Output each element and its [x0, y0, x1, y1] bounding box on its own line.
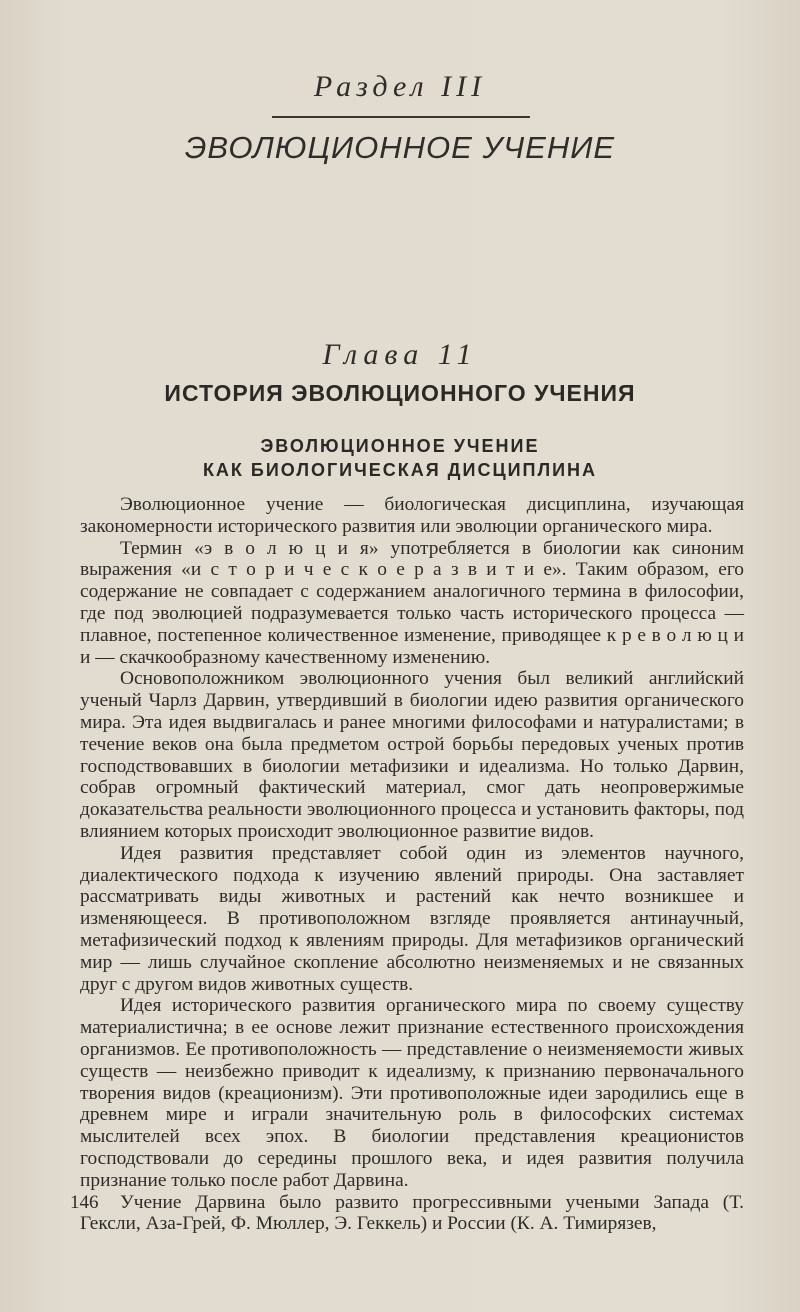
chapter-label: Глава 11 — [322, 338, 478, 371]
subsection-heading-line-1: ЭВОЛЮЦИОННОЕ УЧЕНИЕ — [260, 436, 540, 456]
page-number: 146 — [70, 1192, 99, 1213]
paragraph: Учение Дарвина было развито прогрессивными учеными Запада (Т. Гексли, Аза-Грей, Ф. Мюллер, Э. Геккель) и России (К. А. Тимирязев, — [80, 1191, 744, 1235]
subsection-heading-line-2: КАК БИОЛОГИЧЕСКАЯ ДИСЦИПЛИНА — [202, 460, 598, 480]
section-subtitle: ЭВОЛЮЦИОННОЕ УЧЕНИЕ — [184, 130, 616, 165]
body-text — [80, 494, 744, 1235]
paragraph: Эволюционное учение — биологическая дисциплина, изучающая закономерности исторического развития или эволюции органического мира. — [80, 494, 744, 537]
paragraph: Основоположником эволюционного учения был великий английский ученый Чарлз Дарвин, утвердивший в биологии идею развития органического мира. Эта идея выдвигалась и ранее многими философами и натуралистами; в течение веков она была предметом острой борьбы передовых ученых против господствовавших в биологии метафизики и идеализма. Но только Дарвин, собрав огромный фактический материал, смог дать неопровержимые доказательства реальности эволюционного процесса и установить факторы, под влиянием которых происходит эволюционное развитие видов. — [80, 668, 744, 842]
section-title: Раздел III — [313, 70, 487, 103]
section-divider-rule — [272, 116, 530, 118]
paragraph: Термин «э в о л ю ц и я» употребляется в биологии как синоним выражения «и с т о р и ч е с к о е р а з в и т и е». Таким образом, его содержание не совпадает с содержанием аналогичного термина в философии, где под эволюцией подразумевается только часть исторического процесса — плавное, постепенное количественное изменение, приводящее к р е в о л ю ц и и — скачкообразному качественному изменению. — [80, 537, 744, 668]
paragraph: Идея развития представляет собой один из элементов научного, диалектического подхода к изучению явлений природы. Она заставляет рассматривать виды животных и растений как нечто возникшее и изменяющееся. В противоположном взгляде проявляется антинаучный, метафизический подход к явлениям природы. Для метафизиков органический мир — лишь случайное скопление абсолютно неизменяемых и не связанных друг с другом видов животных существ. — [80, 842, 744, 995]
paragraph: Идея исторического развития органического мира по своему существу материалистична; в ее основе лежит признание естественного происхождения организмов. Ее противоположность — представление о неизменяемости живых существ — неизбежно приводит к идеализму, к признанию первоначального творения видов (креационизм). Эти противоположные идеи зародились еще в древнем мире и играли значительную роль в философских системах мыслителей всех эпох. В биологии представления креационистов господствовали до середины прошлого века, и идея развития получила признание только после работ Дарвина. — [80, 995, 744, 1191]
chapter-title: ИСТОРИЯ ЭВОЛЮЦИОННОГО УЧЕНИЯ — [164, 380, 636, 406]
